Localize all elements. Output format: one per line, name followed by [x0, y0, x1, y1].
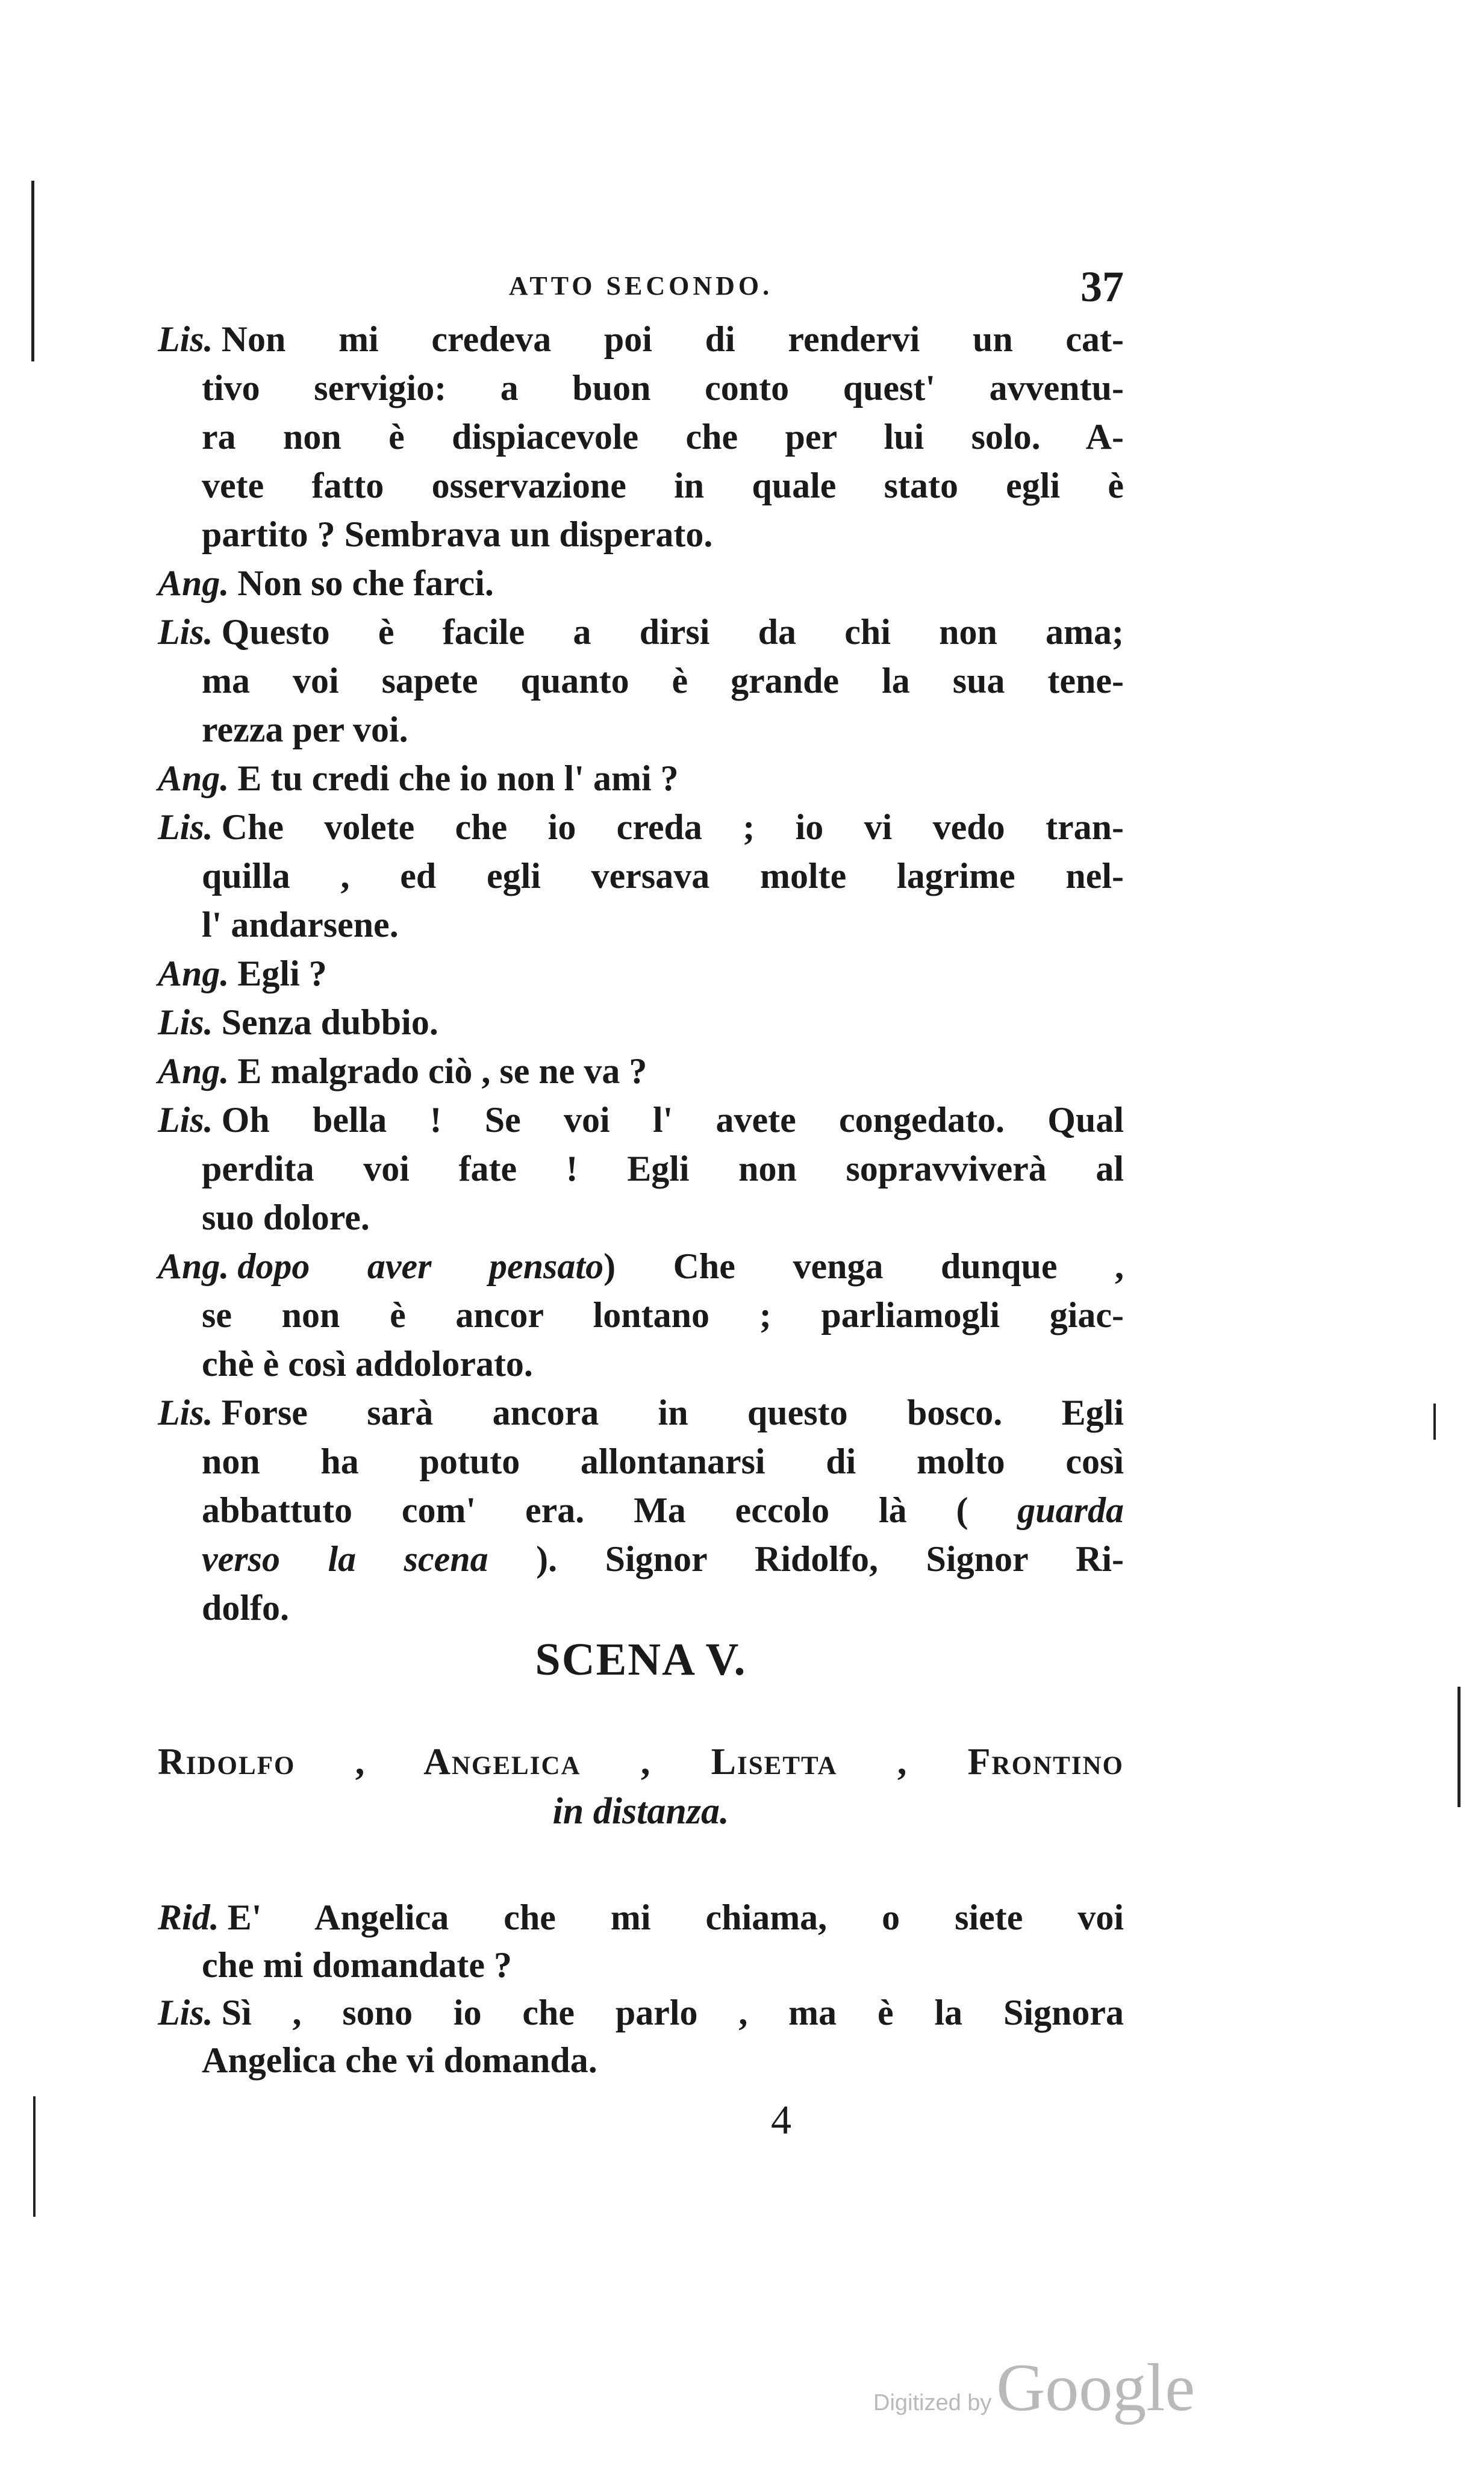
stage-direction: dopo aver pensato: [237, 1246, 604, 1286]
speech: [158, 1096, 1124, 1242]
watermark-brand: Google: [996, 2350, 1196, 2425]
dialogue-text: suo dolore.: [202, 1198, 370, 1237]
dialogue-text: partito ? Sembrava un disperato.: [202, 514, 713, 554]
stage-direction: guarda: [1017, 1490, 1124, 1530]
speech: [158, 1047, 1124, 1096]
text-line: [158, 1047, 1124, 1096]
dialogue-before-scene: [158, 315, 1124, 1632]
scan-artifact: [31, 181, 34, 361]
text-line: [158, 1388, 1124, 1437]
dialogue-text: ma voi sapete quanto è grande la sua tene-: [202, 661, 1124, 701]
dialogue-text: Non so che farci.: [237, 563, 494, 603]
dialogue-text: Forse sarà ancora in questo bosco. Egli: [221, 1393, 1124, 1432]
text-line: [202, 1437, 1124, 1486]
dialogue-text: vete fatto osservazione in quale stato egli è: [202, 466, 1124, 505]
dialogue-text: tivo servigio: a buon conto quest' avventu-: [202, 368, 1124, 408]
dialogue-text: E malgrado ciò , se ne va ?: [237, 1051, 647, 1091]
speech: [158, 1894, 1124, 1989]
speech: [158, 754, 1124, 803]
dialogue-text: Senza dubbio.: [221, 1002, 438, 1042]
dialogue-text: Questo è facile a dirsi da chi non ama;: [221, 612, 1124, 652]
stage-direction: verso la scena: [202, 1539, 488, 1579]
dialogue-text: Oh bella ! Se voi l' avete congedato. Qual: [221, 1100, 1124, 1140]
speech: [158, 803, 1124, 949]
dialogue-text: perdita voi fate ! Egli non sopravviverà al: [202, 1149, 1124, 1189]
scan-artifact: [33, 2096, 36, 2217]
dialogue-text: l' andarsene.: [202, 905, 399, 945]
text-line: [202, 657, 1124, 705]
text-line: [158, 998, 1124, 1047]
text-line: [158, 1989, 1124, 2037]
speech: [158, 1989, 1124, 2084]
dialogue-text: non ha potuto allontanarsi di molto così: [202, 1442, 1124, 1481]
speaker-name: Lis.: [158, 1100, 213, 1140]
running-head: [158, 262, 1124, 310]
text-line: [158, 608, 1124, 657]
text-line: [158, 1096, 1124, 1145]
speech: [158, 608, 1124, 754]
speaker-name: Lis.: [158, 612, 213, 652]
dialogue-text: se non è ancor lontano ; parliamogli giac-: [202, 1295, 1124, 1335]
speaker-name: Lis.: [158, 319, 213, 359]
text-line: [202, 1291, 1124, 1340]
cast-member: Frontino: [967, 1741, 1124, 1782]
speech: [158, 1242, 1124, 1388]
dialogue-text: Egli ?: [237, 954, 327, 993]
cast-member: Lisetta ,: [711, 1741, 908, 1782]
speech: [158, 998, 1124, 1047]
dialogue-text: E tu credi che io non l' ami ?: [237, 758, 679, 798]
dialogue-scene-v: [158, 1894, 1124, 2084]
speaker-name: Rid.: [158, 1898, 219, 1937]
speech: [158, 949, 1124, 998]
speaker-name: Ang.: [158, 758, 229, 798]
text-line: [158, 803, 1124, 852]
google-watermark: [873, 2349, 1195, 2427]
text-line: [202, 1193, 1124, 1242]
text-line: [202, 901, 1124, 949]
speaker-name: Ang.: [158, 1051, 229, 1091]
text-line: [202, 1584, 1124, 1632]
speaker-name: Lis.: [158, 1993, 213, 2032]
dialogue-text: quilla , ed egli versava molte lagrime nel-: [202, 856, 1124, 896]
text-line: [158, 559, 1124, 608]
speech: [158, 315, 1124, 559]
scan-artifact: [1458, 1687, 1461, 1807]
text-line: [158, 1242, 1124, 1291]
cast-member: Angelica ,: [423, 1741, 652, 1782]
dialogue-text: Angelica che vi domanda.: [202, 2040, 597, 2080]
text-line: [158, 754, 1124, 803]
speech: [158, 1388, 1124, 1632]
speaker-name: Lis.: [158, 807, 213, 847]
text-line: [202, 852, 1124, 901]
running-head-title: ATTO SECONDO.: [508, 271, 773, 301]
text-line: [202, 461, 1124, 510]
page-number: 37: [1080, 263, 1124, 311]
dialogue-text: ) Che venga dunque ,: [603, 1246, 1124, 1286]
text-line: [202, 510, 1124, 559]
scan-artifact: [1433, 1404, 1436, 1440]
cast-list: [158, 1741, 1124, 1784]
speaker-name: Lis.: [158, 1002, 213, 1042]
text-line: [202, 364, 1124, 413]
text-line: [202, 705, 1124, 754]
text-line: [202, 1340, 1124, 1388]
text-line: [202, 2037, 1124, 2084]
text-line: [158, 1894, 1124, 1941]
text-line: [202, 1535, 1124, 1584]
dialogue-text: dolfo.: [202, 1588, 290, 1628]
text-line: [202, 1145, 1124, 1193]
dialogue-text: ). Signor Ridolfo, Signor Ri-: [488, 1539, 1124, 1579]
cast-member: Ridolfo ,: [158, 1741, 366, 1782]
dialogue-text: Non mi credeva poi di rendervi un cat-: [221, 319, 1124, 359]
dialogue-text: Sì , sono io che parlo , ma è la Signora: [221, 1993, 1124, 2032]
dialogue-text: E' Angelica che mi chiama, o siete voi: [227, 1898, 1124, 1937]
speaker-name: Ang.: [158, 954, 229, 993]
speaker-name: Lis.: [158, 1393, 213, 1432]
speech: [158, 559, 1124, 608]
dialogue-text: che mi domandate ?: [202, 1945, 512, 1985]
scene-heading: SCENA V.: [535, 1634, 747, 1685]
signature-mark: 4: [771, 2097, 791, 2143]
dialogue-text: ra non è dispiacevole che per lui solo. A-: [202, 417, 1124, 457]
dialogue-text: abbattuto com' era. Ma eccolo là (: [202, 1490, 1018, 1530]
stage-direction: in distanza.: [552, 1791, 729, 1832]
text-line: [202, 1486, 1124, 1535]
speaker-name: Ang.: [158, 1246, 229, 1286]
text-line: [202, 1941, 1124, 1989]
dialogue-text: rezza per voi.: [202, 710, 408, 749]
dialogue-text: Che volete che io creda ; io vi vedo tran-: [221, 807, 1124, 847]
watermark-prefix: Digitized by: [873, 2390, 992, 2416]
speaker-name: Ang.: [158, 563, 229, 603]
text-line: [158, 949, 1124, 998]
dialogue-text: chè è così addolorato.: [202, 1344, 533, 1384]
text-line: [158, 315, 1124, 364]
text-line: [202, 413, 1124, 461]
